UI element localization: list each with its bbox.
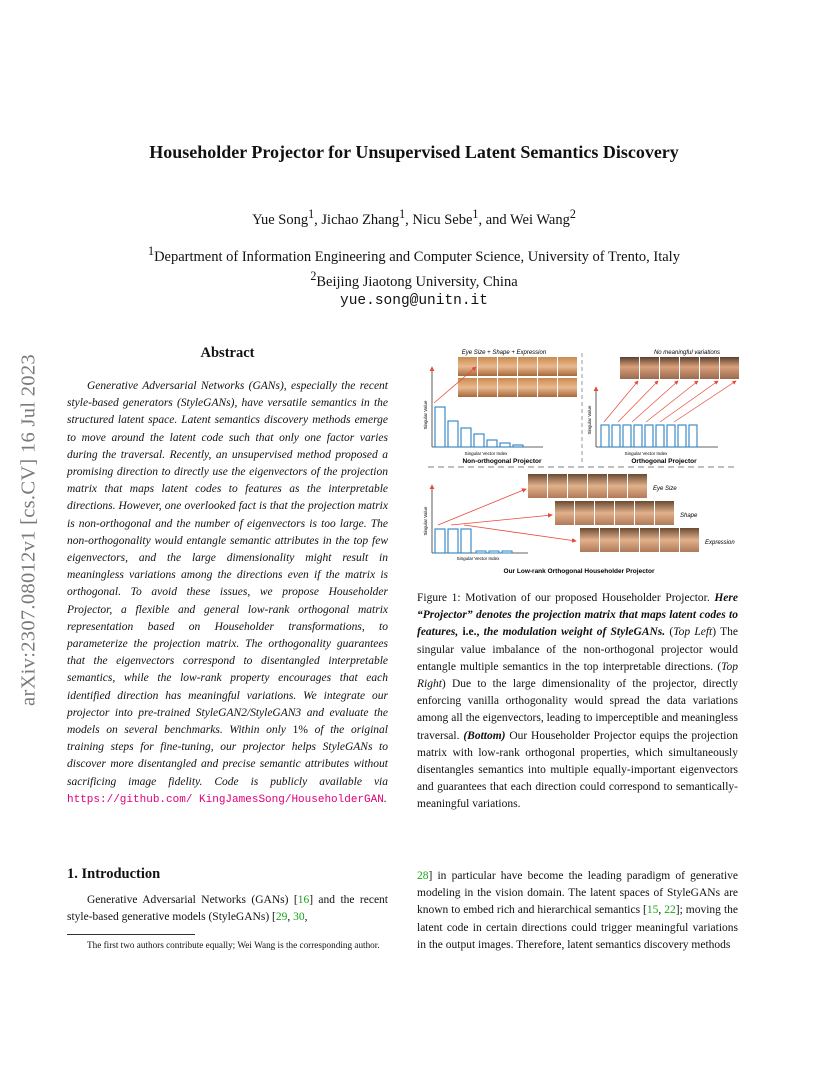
footnote-rule: [67, 934, 195, 935]
caption-text: Motivation of our proposed Householder Projector.: [465, 592, 715, 604]
affil-text: Beijing Jiaotong University, China: [316, 273, 518, 290]
caption-label: Figure 1:: [417, 592, 466, 604]
paper-title: Householder Projector for Unsupervised Latent Semantics Discovery: [149, 142, 679, 162]
caption-text: (: [665, 626, 674, 639]
citation-link[interactable]: 30: [293, 911, 305, 924]
footnote-text: The first two authors contribute equally; Wei Wang is the corresponding author.: [87, 940, 380, 950]
face-row-top-right: [620, 357, 739, 379]
citation-link[interactable]: 29: [275, 911, 288, 924]
face-grid-top-left: [458, 357, 577, 397]
code-link[interactable]: [67, 794, 384, 806]
citation-link[interactable]: 15: [646, 904, 659, 917]
citation-link[interactable]: 16: [297, 894, 310, 906]
panel-title-householder: Our Low-rank Orthogonal Householder Projector: [503, 568, 655, 575]
author-name: Jichao Zhang: [321, 211, 400, 228]
intro-sep: ,: [287, 911, 294, 924]
attribute-label-shape: Shape: [680, 513, 698, 519]
x-axis-label: Singular Vector Index: [624, 451, 668, 456]
abstract-body: [67, 378, 388, 809]
figure-top-right-label: No meaningful variations: [653, 350, 721, 356]
caption-bold: Here “Projector” denotes the projection matrix that maps latent codes to features,: [417, 592, 738, 639]
arxiv-identifier: [14, 295, 44, 765]
affiliation-1: [0, 242, 828, 267]
caption-text: Our Householder Projector equips the projection matrix with low-rank orthogonal properties, which simultaneously disentangles semantics into multiple equally-important eigenvectors and guarantees that each direction could correspond to semantically-meaningful variations.: [417, 729, 739, 811]
chart-orthogonal: [587, 381, 736, 465]
caption-top-left: Top Left: [673, 626, 713, 639]
attribute-label-expression: Expression: [705, 540, 735, 546]
intro-text: ]; moving the latent code in certain directions could trigger meaningful variations in the output images. Therefore, latent semantics discovery methods: [417, 904, 738, 951]
author-name: Wei Wang: [510, 211, 570, 228]
caption-top-right: Top Right: [417, 660, 738, 691]
affil-text: Department of Information Engineering and Computer Science, University of Trento, Italy: [154, 248, 680, 265]
y-axis-label: Singular Value: [423, 506, 428, 536]
author-sup: 1: [308, 207, 315, 221]
abstract-heading: Abstract: [200, 345, 255, 361]
panel-title-non-orthogonal: Non-orthogonal Projector: [462, 458, 542, 465]
affil-sup: 2: [310, 268, 317, 283]
author-sup: 2: [569, 207, 576, 221]
author-sup: 1: [472, 207, 479, 221]
citation-link[interactable]: 22: [664, 904, 676, 917]
intro-text: ] in particular have become the leading paradigm of generative modeling in the vision domain. The latent spaces of StyleGANs are known to embed rich and hierarchical semantics [: [417, 870, 738, 917]
affil-sup: 1: [148, 244, 155, 258]
y-axis-label: Singular Value: [423, 400, 428, 430]
affiliation-2: [0, 267, 828, 292]
code-link-part1[interactable]: https://github.com/: [67, 793, 193, 806]
arxiv-id-text: arXiv:2307.08012v1 [cs.CV] 16 Jul 2023: [17, 354, 40, 706]
caption-text: ) The singular value imbalance of the non-orthogonal projector would entangle multiple semantics in the top interpretable directions. (: [417, 626, 738, 673]
figure-1: [418, 345, 740, 577]
intro-sep: ,: [658, 904, 665, 917]
intro-text: ] and the recent style-based generative models (StyleGANs) [: [67, 894, 388, 924]
abstract-text: Generative Adversarial Networks (GANs), especially the recent style-based generators (StyleGANs), have versatile semantics in the structured latent space. Latent semantics discovery methods emerge to move around the latent code such that only one factor varies during the traversal. Recently, an unsupervised method proposed a promising direction to directly use the eigenvectors of the projection matrix that maps latent codes to features as the interpretable directions. However, one overlooked fact is that the projection matrix is non-orthogonal and the number of eigenvectors is too large. The non-orthogonality would entangle semantic attributes in the top few eigenvectors, and the large dimensionality might result in meaningless variations among the directions even if the matrix is orthogonal. To avoid these issues, we propose Householder Projector, a flexible and general low-rank orthogonal matrix representation based on Householder transformations, to parameterize the projection matrix. The orthogonality guarantees that the eigenvectors correspond to disentangled interpretable semantics, while the low-rank property encourages that each identified direction has meaningful variations. We integrate our projector into pre-trained StyleGAN2/StyleGAN3 and evaluate the models on several benchmarks. Within only: [67, 380, 388, 737]
y-axis-label: Singular Value: [587, 405, 592, 435]
caption-bottom: (Bottom): [463, 729, 506, 742]
caption-text: ) Due to the large dimensionality of the projector, directly enforcing vanilla orthogonality would spread the data variations among all the eigenvectors, leading to imperceptible and meaningless traversal.: [417, 678, 738, 742]
intro-right-text: [417, 868, 738, 954]
caption-ie: i.e.,: [458, 626, 480, 639]
author-sup: 1: [399, 207, 406, 221]
citation-link[interactable]: 28: [417, 870, 429, 882]
x-axis-label: Singular Vector Index: [464, 451, 508, 456]
footnote: [67, 939, 388, 952]
panel-title-orthogonal: Orthogonal Projector: [631, 458, 697, 465]
contact-email[interactable]: yue.song@unitn.it: [340, 292, 488, 309]
intro-left-text: [67, 892, 388, 926]
intro-sep: ,: [304, 911, 308, 924]
section-heading-introduction: 1. Introduction: [67, 866, 161, 882]
affiliations: [0, 242, 828, 311]
code-link-part2[interactable]: KingJamesSong/HouseholderGAN: [199, 793, 384, 806]
abstract-percent: 1%: [292, 724, 308, 737]
attribute-label-eye-size: Eye Size: [653, 486, 677, 492]
figure-top-left-label: Eye Size + Shape + Expression: [461, 350, 547, 356]
author-name: Nicu Sebe: [412, 211, 473, 228]
abstract-end: .: [383, 792, 387, 805]
intro-text: Generative Adversarial Networks (GANs) [: [87, 894, 298, 906]
x-axis-label: Singular Vector Index: [456, 556, 500, 561]
abstract-text-tail: of the original training steps for fine-tuning, our projector helps StyleGANs to discover more disentangled and precise semantic attributes without sacrificing image fidelity. Code is publicly available via: [67, 724, 389, 788]
figure-1-svg: [418, 345, 740, 577]
figure-1-caption: [417, 590, 738, 814]
author-name: Yue Song: [252, 211, 309, 228]
author-list: Yue Song$^1$, Jichao Zhang$^1$, Nicu Sebe$^1$, and Wei Wang$^2$: [252, 207, 576, 228]
caption-bold: the modulation weight of StyleGANs.: [479, 626, 666, 639]
